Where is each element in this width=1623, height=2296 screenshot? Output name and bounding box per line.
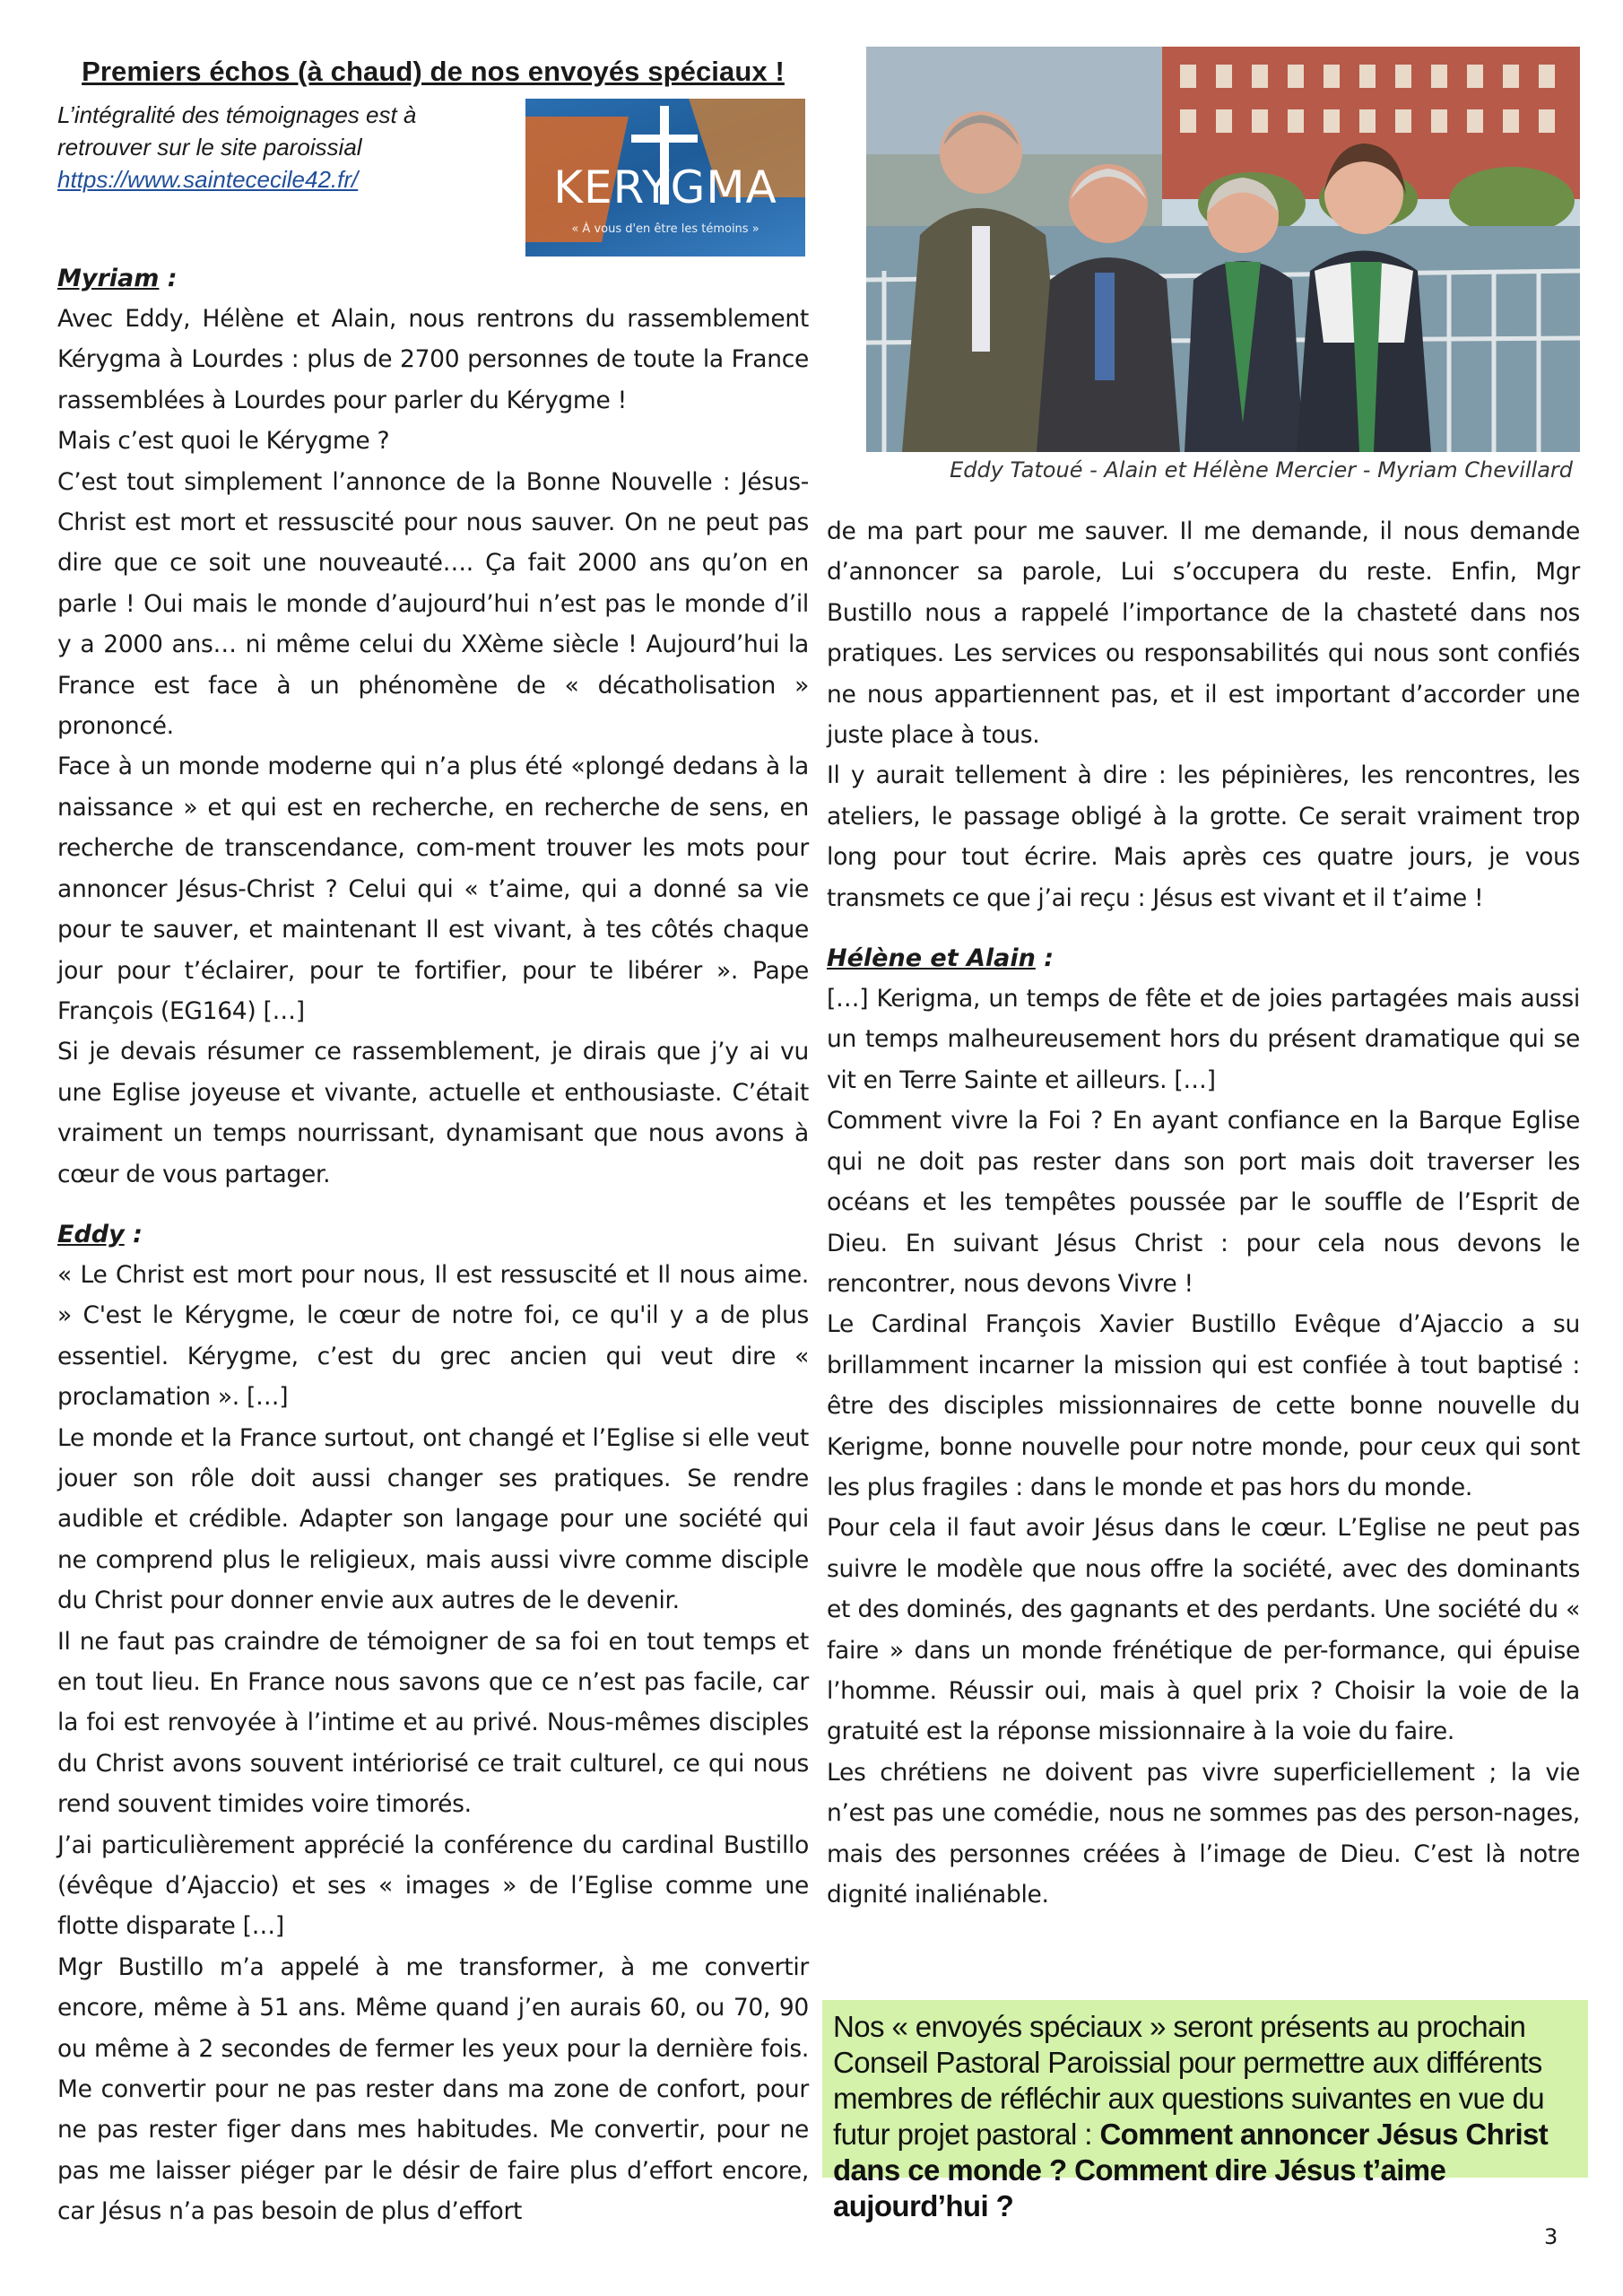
kerygma-logo [525, 99, 805, 257]
eddy-paragraph: Il ne faut pas craindre de témoigner de sa foi en tout temps et en tout lieu. En France nous savons que ce n’est pas facile, car la foi est renvoyée à l’intime et au privé. Nous-mêmes disciples du Christ avons souvent intériorisé ce trait culturel, ce qui nous rend souvent timides voire timorés. [57, 1627, 809, 1819]
speaker-eddy: Eddy : [57, 1220, 143, 1248]
parish-website-link[interactable]: https://www.saintececile42.fr/ [57, 166, 359, 193]
myriam-paragraph: Mais c’est quoi le Kérygme ? [57, 427, 390, 456]
photo-caption: Eddy Tatoué - Alain et Hélène Mercier - Myriam Chevillard [950, 457, 1573, 483]
helene-alain-paragraph: Comment vivre la Foi ? En ayant confiance en la Barque Eglise qui ne doit pas rester dans son port mais doit traverser les océans et les tempêtes poussée par le souffle de l’Esprit de Dieu. En suivant Jésus Christ : pour cela nous devons le rencontrer, nous devons Vivre ! [827, 1107, 1580, 1298]
eddy-continuation-paragraph: de ma part pour me sauver. Il me demande, il nous demande d’annoncer sa parole, Lui s’occupera du reste. Enfin, Mgr Bustillo nous a rappelé l’importance de la chasteté dans nos pratiques. Les services ou responsabilités qui nous sont confiés ne nous appartiennent pas, et il est important d’accorder une juste place à tous. [827, 517, 1580, 750]
eddy-paragraph: Le monde et la France surtout, ont changé et l’Eglise si elle veut jouer son rôle doit aussi changer ses pratiques. Se rendre audible et crédible. Adapter son langage pour une société qui ne comprend plus le religieux, mais aussi vivre comme disciple du Christ pour donner envie aux autres de le devenir. [57, 1423, 809, 1615]
myriam-paragraph: Si je devais résumer ce rassemblement, je dirais que j’y ai vu une Eglise joyeuse et vivante, actuelle et enthousiaste. C’était vraiment un temps nourrissant, dynamisant que nous avons à cœur de vous partager. [57, 1038, 809, 1188]
helene-alain-paragraph: […] Kerigma, un temps de fête et de joies partagées mais aussi un temps malheureusement hors du présent dramatique qui se vit en Terre Sainte et ailleurs. […] [827, 985, 1580, 1094]
left-column [57, 56, 809, 2232]
helene-alain-paragraph: Le Cardinal François Xavier Bustillo Evêque d’Ajaccio a su brillamment incarner la mission qui est confiée à tout baptisé : être des disciples missionnaires de cette bonne nouvelle du Kerigme, bonne nouvelle pour notre monde, pour ceux qui sont les plus fragiles : dans le monde et pas hors du monde. [827, 1310, 1580, 1501]
eddy-paragraph: Mgr Bustillo m’a appelé à me transformer, à me convertir encore, même à 51 ans. Même quand j’en aurais 60, ou 70, 90 ou même à 2 secondes de fermer les yeux pour la dernière fois. Me convertir pour ne pas rester dans ma zone de confort, pour ne pas rester figer dans mes habitudes. Me convertir, pour ne pas me laisser piéger par le désir de faire plus d’effort encore, car Jésus n’a pas besoin de plus d’effort [57, 1952, 809, 2226]
eddy-continuation-paragraph: Il y aurait tellement à dire : les pépinières, les rencontres, les ateliers, le passage obligé à la grotte. Ce serait vraiment trop long pour tout écrire. Mais après ces quatre jours, je vous transmets ce que j’ai reçu : Jésus est vivant et il t’aime ! [827, 761, 1580, 912]
logo-word: KERYGMA [553, 161, 777, 213]
intro-text [57, 99, 524, 196]
right-column [827, 511, 1580, 1915]
myriam-paragraph: C’est tout simplement l’annonce de la Bonne Nouvelle : Jésus-Christ est mort et ressuscité pour nous sauver. On ne peut pas dire que ce soit une nouveauté…. Ça fait 2000 ans qu’on en parle ! Oui mais le monde d’aujourd’hui n’est pas le monde d’il y a 2000 ans… ni même celui du XXème siècle ! Aujourd’hui la France est face à un phénomène de « décatholisation » prononcé. [57, 467, 809, 741]
page-number: 3 [1544, 2224, 1558, 2249]
myriam-paragraph: Face à un monde moderne qui n’a plus été «plongé dedans à la naissance » et qui est en recherche, en recherche de sens, en recherche de transcendance, com-ment trouver les mots pour annoncer Jésus-Christ ? Celui qui « t’aime, qui a donné sa vie pour te sauver, et maintenant Il est vivant, à tes côtés chaque jour pour t’éclairer, pour te fortifier, pour te libérer ». Pape François (EG164) […] [57, 752, 809, 1025]
callout-questions: Comment annoncer Jésus Christ dans ce monde ? Comment dire Jésus t’aime aujourd’hui ? [833, 2118, 1549, 2222]
logo-tagline: « À vous d'en être les témoins » [571, 222, 759, 236]
group-photo [866, 47, 1580, 452]
callout-text: Nos « envoyés spéciaux » seront présents au prochain Conseil Pastoral Paroissial pour permettre aux différents membres de réfléchir aux questions suivantes en vue du futur projet pastoral : [833, 2010, 1545, 2151]
page-title: Premiers échos (à chaud) de nos envoyés spéciaux ! [82, 56, 785, 87]
helene-alain-paragraph: Les chrétiens ne doivent pas vivre superficiellement ; la vie n’est pas une comédie, nous ne sommes pas des person-nages, mais des personnes créées à l’image de Dieu. C’est là notre dignité inaliénable. [827, 1758, 1580, 1909]
group-photo-illustration [866, 47, 1580, 452]
myriam-paragraph: Avec Eddy, Hélène et Alain, nous rentrons du rassemblement Kérygma à Lourdes : plus de 2700 personnes de toute la France rassemblées à Lourdes pour parler du Kérygme ! [57, 305, 809, 414]
callout-box [822, 2000, 1588, 2222]
helene-alain-paragraph: Pour cela il faut avoir Jésus dans le cœur. L’Eglise ne peut pas suivre le modèle que nous offre la société, avec des dominants et des dominés, des gagnants et des perdants. Une société du « faire » dans un monde frénétique de per-formance, qui épuise l’homme. Réussir oui, mais à quel prix ? Choisir la voie de la gratuité est la réponse missionnaire à la voie du faire. [827, 1514, 1580, 1746]
speaker-myriam: Myriam : [57, 265, 178, 292]
eddy-paragraph: J’ai particulièrement apprécié la conférence du cardinal Bustillo (évêque d’Ajaccio) et ses « images » de l’Eglise comme une flotte disparate […] [57, 1831, 809, 1941]
intro-line-1: L’intégralité des témoignages est à [57, 101, 417, 128]
speaker-helene-alain: Hélène et Alain : [827, 944, 1055, 973]
eddy-paragraph: « Le Christ est mort pour nous, Il est ressuscité et Il nous aime. » C'est le Kérygme, le cœur de notre foi, ce qu'il y a de plus essentiel. Kérygme, c’est du grec ancien qui veut dire « proclamation ». […] [57, 1260, 809, 1412]
intro-line-2: retrouver sur le site paroissial [57, 134, 362, 161]
intro-block [57, 99, 809, 258]
